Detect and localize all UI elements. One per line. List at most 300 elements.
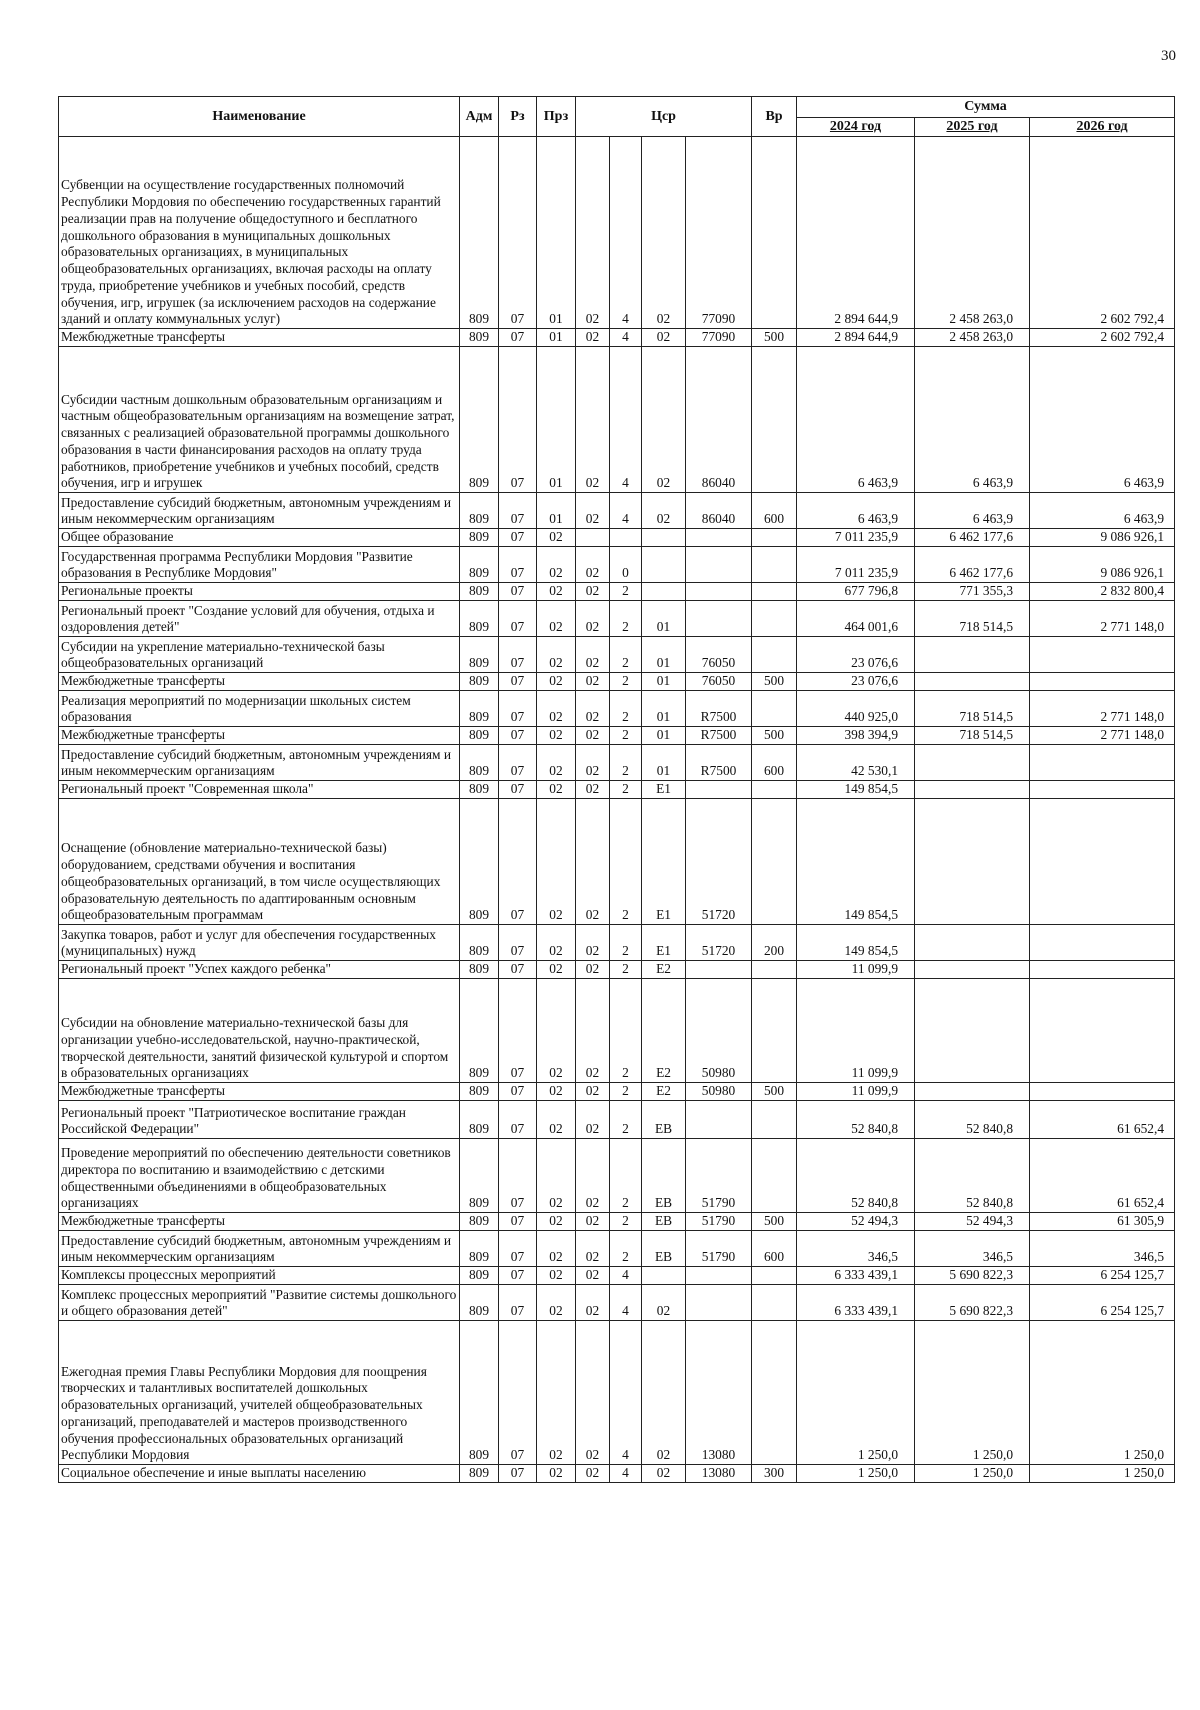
row-csr-type: 2 — [610, 691, 642, 727]
row-csr-direction: 51720 — [686, 925, 752, 961]
row-prz: 02 — [537, 1231, 576, 1267]
row-sum-2024: 1 250,0 — [797, 1465, 915, 1483]
row-adm: 809 — [460, 1267, 499, 1285]
row-csr-type: 0 — [610, 547, 642, 583]
row-csr-direction — [686, 601, 752, 637]
row-csr-program: 02 — [576, 745, 610, 781]
row-sum-2026 — [1030, 745, 1175, 781]
row-name: Оснащение (обновление материально-технической базы) оборудованием, средствами обучения и воспитания общеобразовательных организаций, в том числе осуществляющих образовательную деятельность по адаптированным основным общеобразовательным программам — [59, 799, 460, 925]
row-adm: 809 — [460, 781, 499, 799]
row-vr — [752, 547, 797, 583]
row-csr-type: 2 — [610, 781, 642, 799]
row-rz: 07 — [499, 1267, 537, 1285]
row-vr — [752, 137, 797, 329]
row-csr-program: 02 — [576, 1083, 610, 1101]
row-vr — [752, 601, 797, 637]
row-csr-subprogram: E2 — [642, 1083, 686, 1101]
row-prz: 02 — [537, 637, 576, 673]
row-csr-type: 2 — [610, 979, 642, 1083]
row-adm: 809 — [460, 691, 499, 727]
row-csr-direction — [686, 1285, 752, 1321]
row-sum-2024: 440 925,0 — [797, 691, 915, 727]
row-sum-2024: 52 494,3 — [797, 1213, 915, 1231]
row-csr-program: 02 — [576, 961, 610, 979]
row-sum-2025: 52 840,8 — [915, 1139, 1030, 1213]
row-sum-2024: 464 001,6 — [797, 601, 915, 637]
table-row — [59, 1213, 1175, 1231]
row-csr-subprogram: 01 — [642, 727, 686, 745]
row-name: Предоставление субсидий бюджетным, автономным учреждениям и иным некоммерческим организациям — [59, 1231, 460, 1267]
table-row — [59, 1267, 1175, 1285]
row-csr-direction — [686, 1267, 752, 1285]
row-adm: 809 — [460, 727, 499, 745]
row-csr-program: 02 — [576, 1213, 610, 1231]
row-sum-2026: 61 305,9 — [1030, 1213, 1175, 1231]
row-vr — [752, 583, 797, 601]
row-sum-2026: 6 463,9 — [1030, 493, 1175, 529]
row-sum-2026: 2 832 800,4 — [1030, 583, 1175, 601]
row-sum-2024: 11 099,9 — [797, 1083, 915, 1101]
row-sum-2024: 11 099,9 — [797, 961, 915, 979]
row-name: Межбюджетные трансферты — [59, 329, 460, 347]
row-rz: 07 — [499, 799, 537, 925]
row-sum-2026: 6 463,9 — [1030, 347, 1175, 493]
row-sum-2024: 398 394,9 — [797, 727, 915, 745]
row-sum-2026: 61 652,4 — [1030, 1101, 1175, 1139]
row-sum-2026: 2 602 792,4 — [1030, 329, 1175, 347]
row-csr-type: 4 — [610, 1465, 642, 1483]
row-rz: 07 — [499, 1231, 537, 1267]
table-row — [59, 1231, 1175, 1267]
row-csr-subprogram: 02 — [642, 1285, 686, 1321]
row-csr-program: 02 — [576, 1267, 610, 1285]
row-vr — [752, 529, 797, 547]
row-sum-2024: 42 530,1 — [797, 745, 915, 781]
row-vr — [752, 979, 797, 1083]
row-sum-2025: 5 690 822,3 — [915, 1267, 1030, 1285]
row-csr-direction: 86040 — [686, 493, 752, 529]
row-prz: 02 — [537, 781, 576, 799]
row-csr-program — [576, 529, 610, 547]
row-prz: 02 — [537, 1285, 576, 1321]
table-row — [59, 637, 1175, 673]
row-csr-program: 02 — [576, 1285, 610, 1321]
row-sum-2024: 677 796,8 — [797, 583, 915, 601]
row-csr-direction: 50980 — [686, 979, 752, 1083]
row-sum-2025 — [915, 781, 1030, 799]
row-csr-program: 02 — [576, 1139, 610, 1213]
table-row — [59, 1465, 1175, 1483]
row-prz: 02 — [537, 1321, 576, 1465]
table-row — [59, 1285, 1175, 1321]
header-year-2024: 2024 год — [797, 118, 915, 137]
row-vr — [752, 1139, 797, 1213]
row-csr-type: 2 — [610, 673, 642, 691]
row-rz: 07 — [499, 637, 537, 673]
row-csr-direction: 76050 — [686, 637, 752, 673]
row-sum-2025: 718 514,5 — [915, 691, 1030, 727]
row-csr-direction — [686, 961, 752, 979]
row-csr-subprogram: EB — [642, 1213, 686, 1231]
budget-table — [58, 96, 1175, 1483]
row-vr: 300 — [752, 1465, 797, 1483]
row-sum-2026 — [1030, 637, 1175, 673]
row-adm: 809 — [460, 529, 499, 547]
row-vr: 600 — [752, 493, 797, 529]
row-rz: 07 — [499, 673, 537, 691]
row-rz: 07 — [499, 691, 537, 727]
table-row — [59, 347, 1175, 493]
row-csr-subprogram: EB — [642, 1231, 686, 1267]
row-adm: 809 — [460, 1321, 499, 1465]
row-csr-subprogram — [642, 1267, 686, 1285]
row-adm: 809 — [460, 745, 499, 781]
row-rz: 07 — [499, 925, 537, 961]
row-csr-subprogram: 01 — [642, 637, 686, 673]
row-name: Субсидии на укрепление материально-технической базы общеобразовательных организаций — [59, 637, 460, 673]
row-name: Закупка товаров, работ и услуг для обеспечения государственных (муниципальных) нужд — [59, 925, 460, 961]
row-prz: 02 — [537, 1139, 576, 1213]
row-name: Проведение мероприятий по обеспечению деятельности советников директора по воспитанию и взаимодействию с детскими общественными объединениями в общеобразовательных организациях — [59, 1139, 460, 1213]
row-sum-2026: 346,5 — [1030, 1231, 1175, 1267]
row-name: Государственная программа Республики Мордовия "Развитие образования в Республике Мордовия" — [59, 547, 460, 583]
row-rz: 07 — [499, 529, 537, 547]
row-sum-2024: 149 854,5 — [797, 799, 915, 925]
row-name: Социальное обеспечение и иные выплаты населению — [59, 1465, 460, 1483]
row-rz: 07 — [499, 1101, 537, 1139]
row-csr-type: 2 — [610, 925, 642, 961]
table-row — [59, 1101, 1175, 1139]
row-name: Комплекс процессных мероприятий "Развитие системы дошкольного и общего образования детей" — [59, 1285, 460, 1321]
row-csr-type: 2 — [610, 799, 642, 925]
row-csr-direction: 50980 — [686, 1083, 752, 1101]
row-csr-type: 2 — [610, 601, 642, 637]
table-row — [59, 799, 1175, 925]
row-csr-direction — [686, 781, 752, 799]
row-csr-program: 02 — [576, 1465, 610, 1483]
row-csr-direction: 77090 — [686, 137, 752, 329]
row-name: Субвенции на осуществление государственных полномочий Республики Мордовия по обеспечению государственных гарантий реализации прав на получение общедоступного и бесплатного дошкольного образования в муниципальных дошкольных образовательных организациях, в муниципальных общеобразовательных организациях, включая расходы на оплату труда, приобретение учебников и учебных пособий, средств обучения, игр, игрушек (за исключением расходов на содержание зданий и оплату коммунальных услуг) — [59, 137, 460, 329]
row-sum-2025: 6 463,9 — [915, 493, 1030, 529]
row-sum-2026 — [1030, 799, 1175, 925]
row-prz: 02 — [537, 529, 576, 547]
row-sum-2025: 718 514,5 — [915, 727, 1030, 745]
row-csr-subprogram: 01 — [642, 601, 686, 637]
row-csr-program: 02 — [576, 1101, 610, 1139]
row-name: Региональный проект "Создание условий для обучения, отдыха и оздоровления детей" — [59, 601, 460, 637]
row-sum-2025: 52 840,8 — [915, 1101, 1030, 1139]
row-csr-subprogram: 02 — [642, 347, 686, 493]
row-vr — [752, 637, 797, 673]
row-prz: 01 — [537, 137, 576, 329]
row-sum-2025: 1 250,0 — [915, 1321, 1030, 1465]
row-sum-2024: 6 333 439,1 — [797, 1285, 915, 1321]
row-prz: 02 — [537, 583, 576, 601]
row-prz: 01 — [537, 329, 576, 347]
header-csr: Цср — [576, 97, 752, 137]
row-sum-2025 — [915, 961, 1030, 979]
row-csr-program: 02 — [576, 1321, 610, 1465]
row-sum-2024: 52 840,8 — [797, 1139, 915, 1213]
row-prz: 02 — [537, 673, 576, 691]
row-csr-type: 4 — [610, 1321, 642, 1465]
row-adm: 809 — [460, 1465, 499, 1483]
row-prz: 02 — [537, 1267, 576, 1285]
row-csr-type: 2 — [610, 745, 642, 781]
row-vr — [752, 1101, 797, 1139]
row-csr-program: 02 — [576, 547, 610, 583]
row-sum-2024: 7 011 235,9 — [797, 529, 915, 547]
table-row — [59, 137, 1175, 329]
row-sum-2024: 1 250,0 — [797, 1321, 915, 1465]
row-sum-2025: 718 514,5 — [915, 601, 1030, 637]
row-adm: 809 — [460, 583, 499, 601]
row-name: Межбюджетные трансферты — [59, 1083, 460, 1101]
row-prz: 02 — [537, 1083, 576, 1101]
row-csr-type: 2 — [610, 727, 642, 745]
table-row — [59, 329, 1175, 347]
row-sum-2024: 6 463,9 — [797, 493, 915, 529]
row-prz: 01 — [537, 493, 576, 529]
row-sum-2026: 2 771 148,0 — [1030, 691, 1175, 727]
row-name: Региональный проект "Успех каждого ребенка" — [59, 961, 460, 979]
row-vr: 200 — [752, 925, 797, 961]
header-rz: Рз — [499, 97, 537, 137]
row-sum-2024: 6 463,9 — [797, 347, 915, 493]
row-adm: 809 — [460, 1285, 499, 1321]
row-rz: 07 — [499, 347, 537, 493]
row-sum-2026: 6 254 125,7 — [1030, 1285, 1175, 1321]
row-adm: 809 — [460, 1101, 499, 1139]
row-csr-program: 02 — [576, 925, 610, 961]
table-row — [59, 925, 1175, 961]
row-rz: 07 — [499, 493, 537, 529]
row-csr-subprogram: 02 — [642, 137, 686, 329]
row-prz: 02 — [537, 1465, 576, 1483]
row-csr-direction: 51790 — [686, 1231, 752, 1267]
row-csr-subprogram: 02 — [642, 329, 686, 347]
row-sum-2026: 9 086 926,1 — [1030, 547, 1175, 583]
row-sum-2024: 149 854,5 — [797, 781, 915, 799]
row-vr: 500 — [752, 329, 797, 347]
row-csr-subprogram: E2 — [642, 961, 686, 979]
row-adm: 809 — [460, 329, 499, 347]
row-sum-2025 — [915, 925, 1030, 961]
row-sum-2024: 11 099,9 — [797, 979, 915, 1083]
row-rz: 07 — [499, 745, 537, 781]
table-body — [59, 137, 1175, 1483]
table-row — [59, 745, 1175, 781]
table-header — [59, 97, 1175, 137]
row-csr-program: 02 — [576, 493, 610, 529]
row-sum-2026 — [1030, 979, 1175, 1083]
table-row — [59, 781, 1175, 799]
row-sum-2025: 6 462 177,6 — [915, 547, 1030, 583]
row-csr-direction: R7500 — [686, 691, 752, 727]
row-csr-subprogram: EB — [642, 1139, 686, 1213]
row-rz: 07 — [499, 1321, 537, 1465]
row-name: Субсидии частным дошкольным образовательным организациям и частным общеобразовательным организациям на возмещение затрат, связанных с реализацией образовательной программы дошкольного образования в части финансирования расходов на оплату труда работников, приобретение учебников и учебных пособий, средств обучения, игр и игрушек — [59, 347, 460, 493]
row-prz: 02 — [537, 727, 576, 745]
row-csr-program: 02 — [576, 583, 610, 601]
row-csr-direction: 51790 — [686, 1213, 752, 1231]
row-csr-type: 2 — [610, 961, 642, 979]
row-csr-direction: 76050 — [686, 673, 752, 691]
row-sum-2026 — [1030, 1083, 1175, 1101]
row-csr-subprogram: 02 — [642, 1321, 686, 1465]
row-prz: 01 — [537, 347, 576, 493]
table-row — [59, 727, 1175, 745]
row-vr: 600 — [752, 745, 797, 781]
row-adm: 809 — [460, 1139, 499, 1213]
row-rz: 07 — [499, 137, 537, 329]
row-adm: 809 — [460, 637, 499, 673]
row-csr-type: 2 — [610, 1231, 642, 1267]
row-csr-direction: 86040 — [686, 347, 752, 493]
row-csr-type: 2 — [610, 1101, 642, 1139]
row-csr-direction: 51720 — [686, 799, 752, 925]
table-row — [59, 547, 1175, 583]
row-prz: 02 — [537, 745, 576, 781]
table-row — [59, 601, 1175, 637]
row-sum-2026: 1 250,0 — [1030, 1465, 1175, 1483]
row-sum-2025: 771 355,3 — [915, 583, 1030, 601]
row-csr-subprogram: 01 — [642, 745, 686, 781]
row-sum-2025: 6 463,9 — [915, 347, 1030, 493]
row-csr-subprogram — [642, 529, 686, 547]
header-name: Наименование — [59, 97, 460, 137]
row-rz: 07 — [499, 727, 537, 745]
table-row — [59, 673, 1175, 691]
row-prz: 02 — [537, 691, 576, 727]
row-csr-type: 4 — [610, 347, 642, 493]
row-sum-2026: 2 602 792,4 — [1030, 137, 1175, 329]
table-row — [59, 979, 1175, 1083]
row-sum-2025 — [915, 637, 1030, 673]
row-vr — [752, 781, 797, 799]
row-sum-2025 — [915, 745, 1030, 781]
row-sum-2024: 2 894 644,9 — [797, 137, 915, 329]
row-csr-program: 02 — [576, 1231, 610, 1267]
row-vr — [752, 961, 797, 979]
row-sum-2024: 23 076,6 — [797, 637, 915, 673]
row-sum-2026: 2 771 148,0 — [1030, 601, 1175, 637]
row-csr-program: 02 — [576, 673, 610, 691]
row-vr — [752, 347, 797, 493]
row-rz: 07 — [499, 979, 537, 1083]
row-csr-program: 02 — [576, 799, 610, 925]
row-sum-2025: 2 458 263,0 — [915, 329, 1030, 347]
row-name: Реализация мероприятий по модернизации школьных систем образования — [59, 691, 460, 727]
row-sum-2025 — [915, 979, 1030, 1083]
row-csr-subprogram — [642, 583, 686, 601]
row-prz: 02 — [537, 1101, 576, 1139]
row-sum-2026 — [1030, 781, 1175, 799]
row-sum-2024: 149 854,5 — [797, 925, 915, 961]
table-row — [59, 1083, 1175, 1101]
row-name: Региональный проект "Патриотическое воспитание граждан Российской Федерации" — [59, 1101, 460, 1139]
row-sum-2024: 2 894 644,9 — [797, 329, 915, 347]
row-csr-program: 02 — [576, 979, 610, 1083]
row-csr-program: 02 — [576, 637, 610, 673]
row-csr-direction: R7500 — [686, 745, 752, 781]
row-adm: 809 — [460, 601, 499, 637]
row-csr-type: 2 — [610, 1139, 642, 1213]
row-name: Региональные проекты — [59, 583, 460, 601]
row-sum-2025 — [915, 799, 1030, 925]
row-csr-program: 02 — [576, 727, 610, 745]
row-vr — [752, 799, 797, 925]
row-name: Предоставление субсидий бюджетным, автономным учреждениям и иным некоммерческим организациям — [59, 493, 460, 529]
row-sum-2025: 52 494,3 — [915, 1213, 1030, 1231]
table-row — [59, 691, 1175, 727]
row-name: Межбюджетные трансферты — [59, 727, 460, 745]
row-adm: 809 — [460, 1083, 499, 1101]
row-prz: 02 — [537, 979, 576, 1083]
row-csr-program: 02 — [576, 347, 610, 493]
row-adm: 809 — [460, 799, 499, 925]
row-sum-2025: 6 462 177,6 — [915, 529, 1030, 547]
row-prz: 02 — [537, 799, 576, 925]
row-csr-program: 02 — [576, 329, 610, 347]
row-sum-2025 — [915, 673, 1030, 691]
table-row — [59, 1139, 1175, 1213]
row-csr-direction — [686, 583, 752, 601]
row-prz: 02 — [537, 601, 576, 637]
row-name: Предоставление субсидий бюджетным, автономным учреждениям и иным некоммерческим организациям — [59, 745, 460, 781]
row-csr-direction — [686, 547, 752, 583]
row-sum-2024: 23 076,6 — [797, 673, 915, 691]
row-csr-type: 2 — [610, 583, 642, 601]
row-csr-program: 02 — [576, 137, 610, 329]
row-rz: 07 — [499, 329, 537, 347]
row-adm: 809 — [460, 347, 499, 493]
row-rz: 07 — [499, 583, 537, 601]
row-csr-subprogram: EB — [642, 1101, 686, 1139]
row-csr-type: 4 — [610, 1267, 642, 1285]
table-row — [59, 493, 1175, 529]
row-csr-subprogram: E1 — [642, 925, 686, 961]
row-sum-2024: 6 333 439,1 — [797, 1267, 915, 1285]
row-name: Комплексы процессных мероприятий — [59, 1267, 460, 1285]
header-vr: Вр — [752, 97, 797, 137]
row-csr-subprogram — [642, 547, 686, 583]
row-csr-type: 2 — [610, 1213, 642, 1231]
row-vr: 500 — [752, 673, 797, 691]
table-row — [59, 529, 1175, 547]
row-csr-direction: 77090 — [686, 329, 752, 347]
row-csr-program: 02 — [576, 781, 610, 799]
header-adm: Адм — [460, 97, 499, 137]
row-adm: 809 — [460, 1231, 499, 1267]
table-row — [59, 583, 1175, 601]
header-prz: Прз — [537, 97, 576, 137]
header-year-2026: 2026 год — [1030, 118, 1175, 137]
row-csr-program: 02 — [576, 601, 610, 637]
row-prz: 02 — [537, 1213, 576, 1231]
row-adm: 809 — [460, 961, 499, 979]
row-sum-2026: 61 652,4 — [1030, 1139, 1175, 1213]
row-sum-2025: 346,5 — [915, 1231, 1030, 1267]
header-sum: Сумма — [797, 97, 1175, 118]
row-csr-subprogram: E1 — [642, 799, 686, 925]
row-sum-2025: 2 458 263,0 — [915, 137, 1030, 329]
row-rz: 07 — [499, 601, 537, 637]
row-vr: 500 — [752, 727, 797, 745]
row-csr-direction: R7500 — [686, 727, 752, 745]
row-name: Общее образование — [59, 529, 460, 547]
row-vr — [752, 1267, 797, 1285]
